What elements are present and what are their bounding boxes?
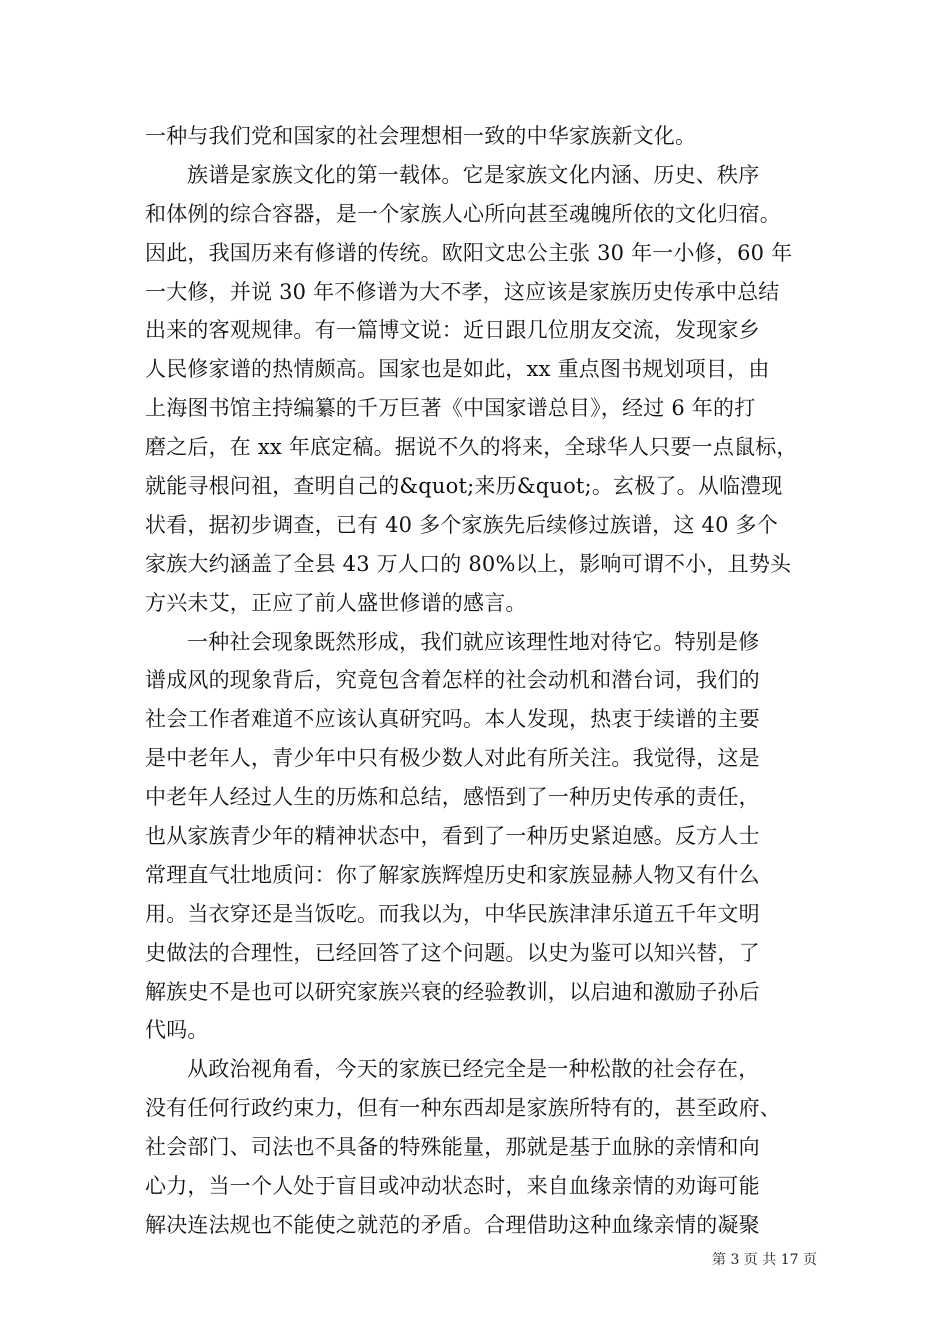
text-line: 用。当衣穿还是当饭吃。而我以为，中华民族津津乐道五千年文明 bbox=[145, 901, 760, 926]
text-line: 社会部门、司法也不具备的特殊能量，那就是基于血脉的亲情和向 bbox=[145, 1135, 760, 1160]
text-line: 解族史不是也可以研究家族兴衰的经验教训，以启迪和激励子孙后 bbox=[145, 979, 760, 1004]
text-line: 出来的客观规律。有一篇博文说：近日跟几位朋友交流，发现家乡 bbox=[145, 318, 760, 343]
text-line: 是中老年人，青少年中只有极少数人对此有所关注。我觉得，这是 bbox=[145, 746, 760, 771]
text-line: 从政治视角看，今天的家族已经完全是一种松散的社会存在， bbox=[187, 1057, 760, 1082]
text-line: 就能寻根问祖，查明自己的&quot;来历&quot;。玄极了。从临澧现 bbox=[145, 474, 783, 499]
text-line: 状看，据初步调查，已有 40 多个家族先后续修过族谱，这 40 多个 bbox=[145, 512, 778, 537]
text-line: 上海图书馆主持编纂的千万巨著《中国家谱总目》，经过 6 年的打 bbox=[145, 396, 756, 421]
text-line: 代吗。 bbox=[145, 1018, 209, 1043]
body-text bbox=[145, 117, 805, 1245]
text-line: 常理直气壮地质问：你了解家族辉煌历史和家族显赫人物又有什么 bbox=[145, 862, 760, 887]
text-line: 也从家族青少年的精神状态中，看到了一种历史紧迫感。反方人士 bbox=[145, 824, 760, 849]
text-line: 磨之后，在 xx 年底定稿。据说不久的将来，全球华人只要一点鼠标， bbox=[145, 435, 798, 460]
text-line: 一种与我们党和国家的社会理想相一致的中华家族新文化。 bbox=[145, 124, 697, 148]
text-line: 因此，我国历来有修谱的传统。欧阳文忠公主张 30 年一小修，60 年 bbox=[145, 240, 793, 265]
text-line: 方兴未艾，正应了前人盛世修谱的感言。 bbox=[145, 590, 527, 615]
text-line: 解决连法规也不能使之就范的矛盾。合理借助这种血缘亲情的凝聚 bbox=[145, 1212, 760, 1237]
text-line: 和体例的综合容器，是一个家族人心所向甚至魂魄所依的文化归宿。 bbox=[145, 201, 781, 226]
text-line: 心力，当一个人处于盲目或冲动状态时，来自血缘亲情的劝诲可能 bbox=[145, 1174, 760, 1199]
text-line: 人民修家谱的热情颇高。国家也是如此，xx 重点图书规划项目，由 bbox=[145, 357, 770, 382]
page-number: 第 3 页 共 17 页 bbox=[712, 1252, 817, 1268]
text-line: 社会工作者难道不应该认真研究吗。本人发现，热衷于续谱的主要 bbox=[145, 707, 760, 732]
text-line: 史做法的合理性，已经回答了这个问题。以史为鉴可以知兴替，了 bbox=[145, 940, 760, 965]
text-line: 中老年人经过人生的历炼和总结，感悟到了一种历史传承的责任， bbox=[145, 785, 760, 810]
text-line: 族谱是家族文化的第一载体。它是家族文化内涵、历史、秩序 bbox=[187, 162, 760, 187]
text-line: 没有任何行政约束力，但有一种东西却是家族所特有的，甚至政府、 bbox=[145, 1096, 781, 1121]
text-line: 一大修，并说 30 年不修谱为大不孝，这应该是家族历史传承中总结 bbox=[145, 279, 780, 304]
text-line: 家族大约涵盖了全县 43 万人口的 80%以上，影响可谓不小，且势头 bbox=[145, 551, 792, 576]
text-line: 一种社会现象既然形成，我们就应该理性地对待它。特别是修 bbox=[187, 629, 760, 654]
text-line: 谱成风的现象背后，究竟包含着怎样的社会动机和潜台词，我们的 bbox=[145, 668, 760, 693]
